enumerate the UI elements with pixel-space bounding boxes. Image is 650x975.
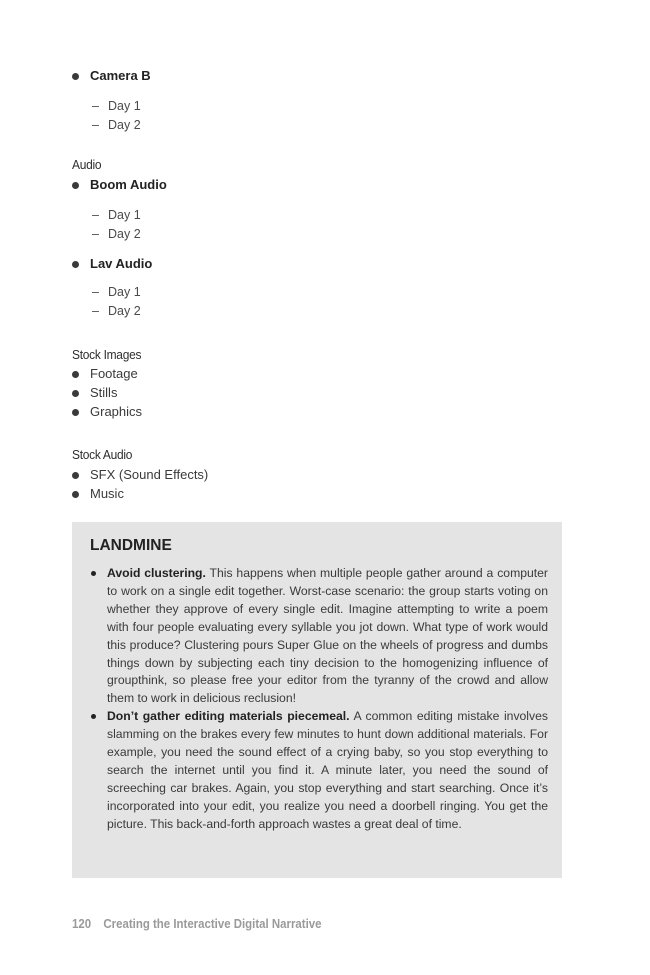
sub-list-item-label: Day 1 <box>108 285 141 299</box>
bullet-icon <box>72 73 79 80</box>
sub-list-item <box>92 285 141 299</box>
landmine-list <box>90 565 548 834</box>
bullet-icon <box>72 371 79 378</box>
bullet-icon <box>72 491 79 498</box>
landmine-item <box>90 708 548 833</box>
landmine-item-text: This happens when multiple people gather around a computer to work on a single edit together. Worst-case scenario: the group starts voting on whether they approve of every single edit. Imagine attempting to write a poem with four people evaluating every syllable you jot down. What type of work would this produce? Clustering pours Super Glue on the wheels of progress and dumbs things down by subjecting each tiny decision to the homogenizing influence of groupthink, so please free your editor from the tyranny of the crowd and allow them to work in delicious reclusion! <box>107 566 548 706</box>
list-item-label: Lav Audio <box>90 256 153 271</box>
landmine-item-text: A common editing mistake involves slamming on the brakes every few minutes to hunt down additional materials. For example, you need the sound effect of a crying baby, so you stop everything to search the internet until you find it. A minute later, you need the sound of screeching car brakes. Again, you stop everything and start searching. Once it’s incorporated into your edit, you realize you need a doorbell ringing. You get the picture. This back-and-forth approach wastes a great deal of time. <box>107 709 548 831</box>
sub-list-item <box>92 208 141 222</box>
dash-icon: – <box>92 118 99 132</box>
bullet-icon <box>72 409 79 416</box>
sub-list-item <box>92 304 141 318</box>
bullet-icon <box>72 261 79 268</box>
sub-list-item-label: Day 2 <box>108 118 141 132</box>
dash-icon: – <box>92 285 99 299</box>
dash-icon: – <box>92 304 99 318</box>
landmine-callout <box>72 522 562 878</box>
landmine-title: LANDMINE <box>90 537 172 554</box>
section-heading-audio: Audio <box>72 157 102 172</box>
list-item-label: Music <box>90 486 124 501</box>
bullet-icon <box>72 182 79 189</box>
dash-icon: – <box>92 208 99 222</box>
sub-list-item <box>92 227 141 241</box>
dash-icon: – <box>92 227 99 241</box>
sub-list-item-label: Day 2 <box>108 304 141 318</box>
sub-list-item-label: Day 2 <box>108 227 141 241</box>
book-title: Creating the Interactive Digital Narrative <box>103 916 322 931</box>
list-item-label: Footage <box>90 366 138 381</box>
landmine-item-heading: Avoid clustering. <box>107 566 206 580</box>
list-item-label: Camera B <box>90 68 151 83</box>
sub-list-item <box>92 118 141 132</box>
bullet-icon <box>91 714 96 719</box>
list-item-label: Boom Audio <box>90 177 167 192</box>
bullet-icon <box>72 472 79 479</box>
section-heading-stock-images: Stock Images <box>72 347 142 362</box>
landmine-item-heading: Don’t gather editing materials piecemeal. <box>107 709 350 724</box>
section-heading-stock-audio: Stock Audio <box>72 447 133 462</box>
bullet-icon <box>91 571 96 576</box>
landmine-item <box>90 565 548 708</box>
sub-list-item <box>92 99 141 113</box>
sub-list-item-label: Day 1 <box>108 208 141 222</box>
list-item-label: Graphics <box>90 404 143 419</box>
list-item-label: Stills <box>90 385 118 400</box>
page-number: 120 <box>72 916 92 931</box>
dash-icon: – <box>92 99 99 113</box>
page-footer <box>72 916 321 931</box>
bullet-icon <box>72 390 79 397</box>
list-item-label: SFX (Sound Effects) <box>90 467 209 482</box>
sub-list-item-label: Day 1 <box>108 99 141 113</box>
